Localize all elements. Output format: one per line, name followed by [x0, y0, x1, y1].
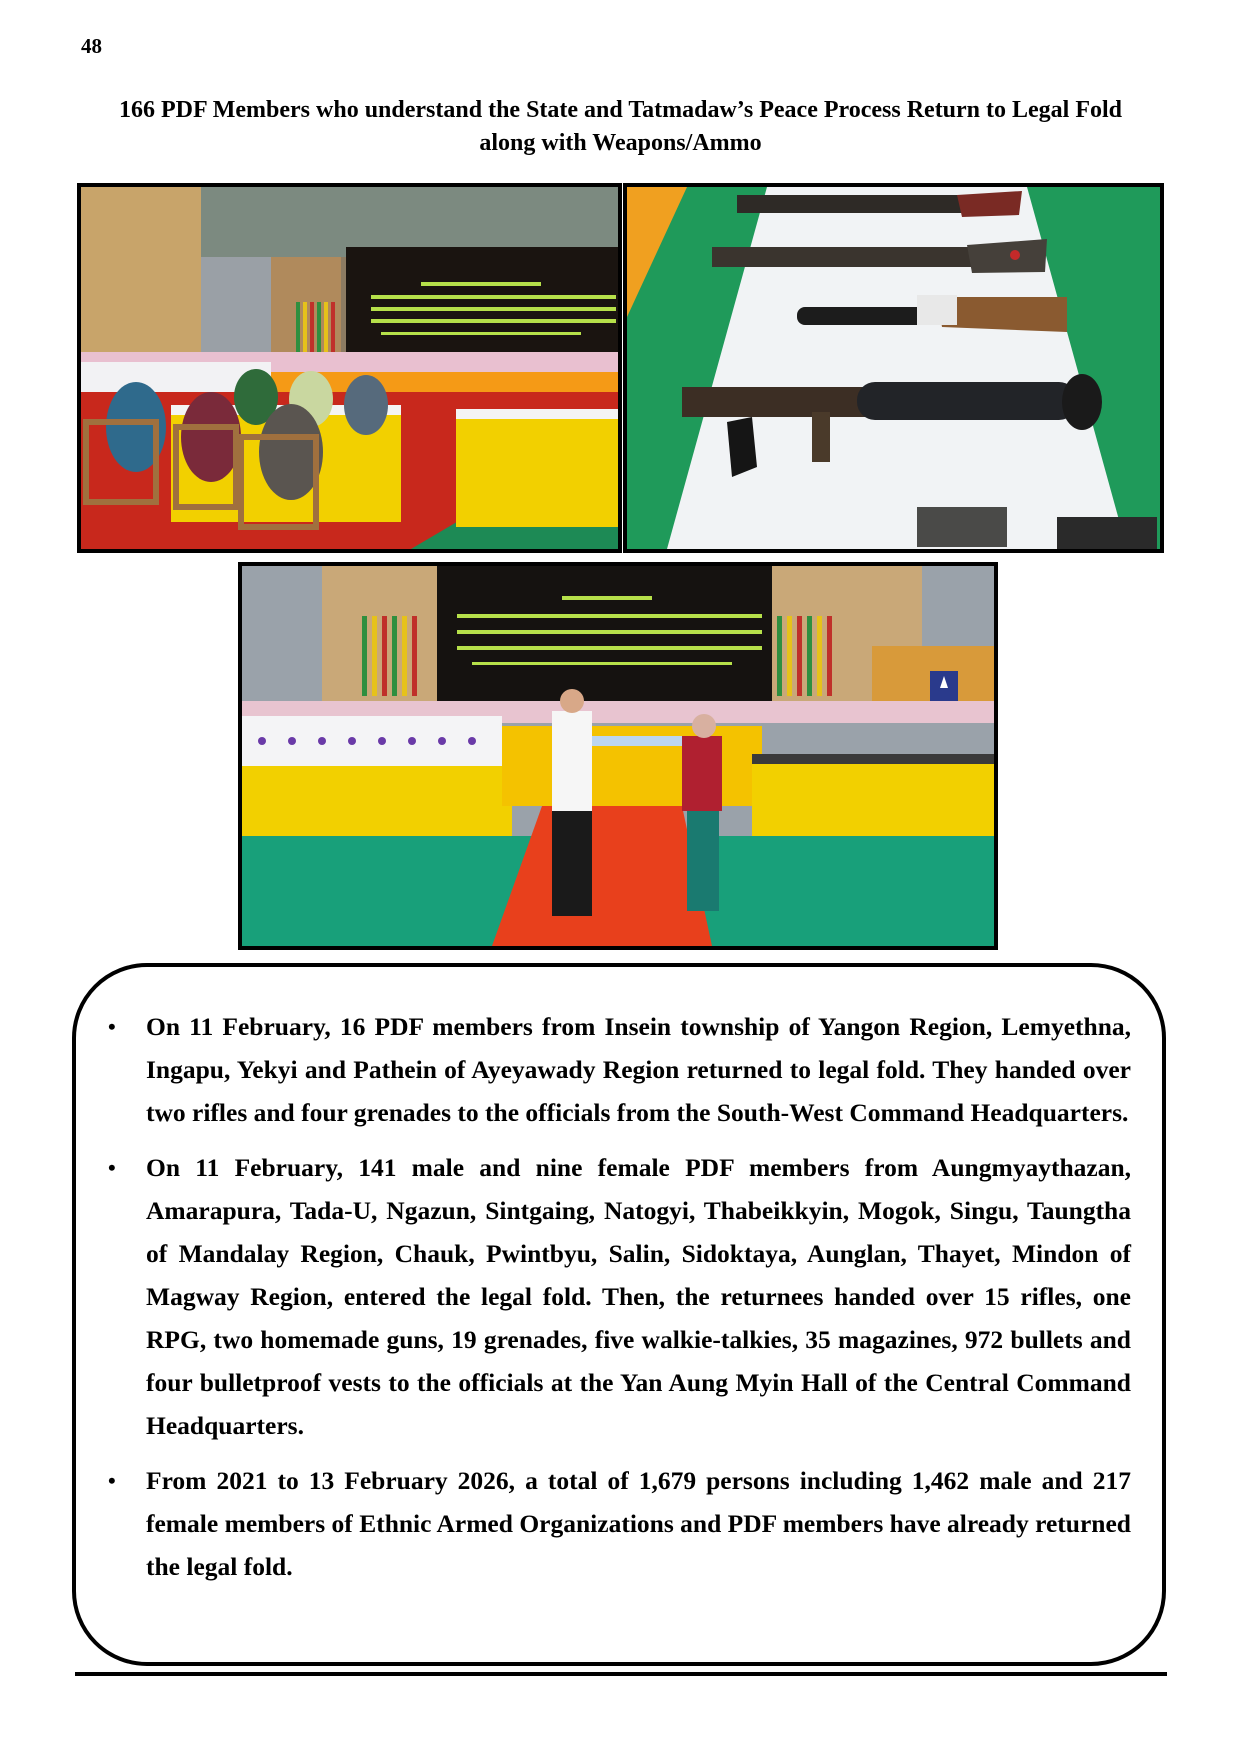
bullet-text: On 11 February, 16 PDF members from Insein township of Yangon Region, Lemyethna, Ingapu, Yekyi and Pathein of Ayeyawady Region returned to legal fold. They handed over two rifles and four grenades to the officials from the South-West Command Headquarters. [146, 1012, 1131, 1127]
bullet-text: On 11 February, 141 male and nine female PDF members from Aungmyaythazan, Amarapura, Tada-U, Ngazun, Sintgaing, Natogyi, Thabeikkyin, Mogok, Singu, Taungtha of Mandalay Region, Chauk, Pwintbyu, Salin, Sidoktaya, Aunglan, Thayet, Mindon of Magway Region, entered the legal fold. Then, the returnees handed over 15 rifles, one RPG, two homemade guns, 19 grenades, five walkie-talkies, 35 magazines, 972 bullets and four bulletproof vests to the officials at the Yan Aung Myin Hall of the Central Command Headquarters. [146, 1153, 1131, 1440]
bullet-item [108, 1146, 1131, 1447]
page-title [60, 94, 1181, 160]
title-line-2: along with Weapons/Ammo [479, 130, 762, 156]
bullet-item [108, 1005, 1131, 1134]
page-number: 48 [81, 34, 102, 58]
photo-weapons-display [623, 183, 1164, 553]
bullet-icon: • [108, 1468, 116, 1493]
photo-handover-ceremony [238, 562, 998, 950]
footer-rule [75, 1672, 1167, 1676]
bullet-icon: • [108, 1014, 116, 1039]
summary-bullet-list [108, 1005, 1131, 1600]
photo-weapons-illustration [627, 187, 1160, 549]
bullet-item [108, 1459, 1131, 1588]
photo-ceremony-illustration [242, 566, 994, 946]
photo-registration-illustration [81, 187, 618, 549]
bullet-text: From 2021 to 13 February 2026, a total of 1,679 persons including 1,462 male and 217 female members of Ethnic Armed Organizations and PDF members have already returned the legal fold. [146, 1466, 1131, 1581]
photo-registration-scene [77, 183, 622, 553]
title-line-1: 166 PDF Members who understand the State and Tatmadaw’s Peace Process Return to Legal Fold [118, 97, 1123, 123]
bullet-icon: • [108, 1155, 116, 1180]
